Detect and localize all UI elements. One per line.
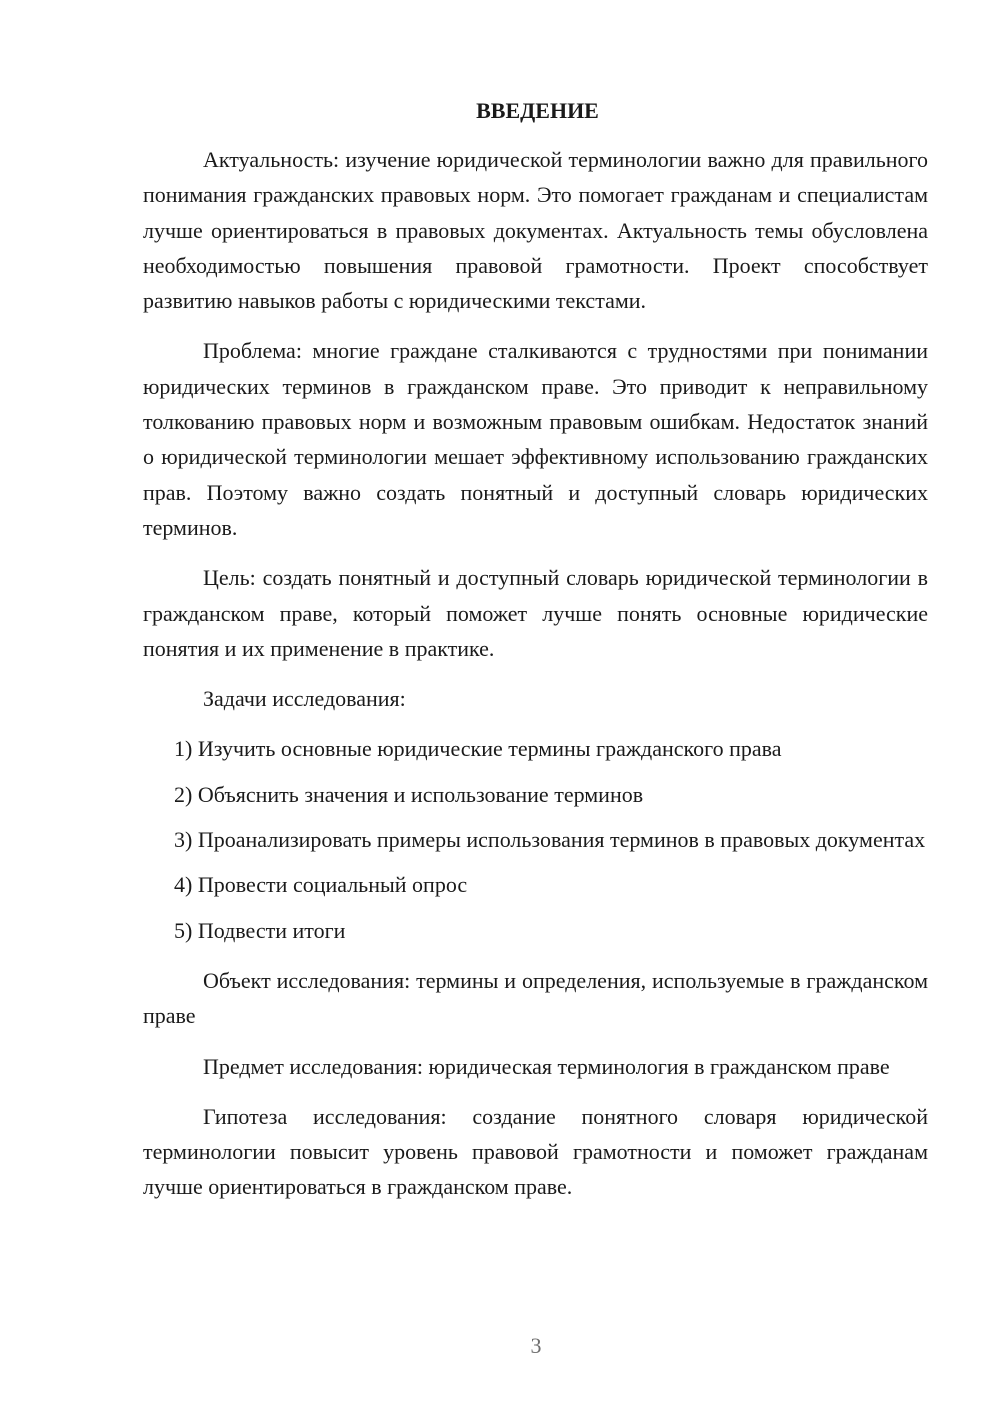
task-item: 3) Проанализировать примеры использования терминов в правовых документах <box>174 827 926 853</box>
task-item: 5) Подвести итоги <box>174 917 346 943</box>
task-item: 1) Изучить основные юридические термины гражданского права <box>174 736 782 762</box>
page-title: ВВЕДЕНИЕ <box>476 98 599 123</box>
document-page <box>143 94 928 1220</box>
task-item: 4) Провести социальный опрос <box>174 872 468 898</box>
object-paragraph: Объект исследования: термины и определения, используемые в гражданском праве <box>143 967 928 1029</box>
page-number: 3 <box>530 1333 542 1358</box>
relevance-paragraph: Актуальность: изучение юридической терминологии важно для правильного понимания гражданских правовых норм. Это помогает гражданам и специалистам лучше ориентироваться в правовых документах. Актуальность темы обусловлена необходимостью повышения правовой грамотности. Проект способствует развитию навыков работы с юридическими текстами. <box>143 147 928 314</box>
problem-paragraph: Проблема: многие граждане сталкиваются с трудностями при понимании юридических терминов в гражданском праве. Это приводит к неправильному толкованию правовых норм и возможным правовым ошибкам. Недостаток знаний о юридической терминологии мешает эффективному использованию гражданских прав. Поэтому важно создать понятный и доступный словарь юридических терминов. <box>143 338 928 540</box>
subject-paragraph: Предмет исследования: юридическая терминология в гражданском праве <box>203 1053 890 1079</box>
hypothesis-paragraph: Гипотеза исследования: создание понятного словаря юридической терминологии повысит уровень правовой грамотности и поможет гражданам лучше ориентироваться в гражданском праве. <box>143 1103 928 1200</box>
task-item: 2) Объяснить значения и использование терминов <box>174 781 644 807</box>
tasks-heading: Задачи исследования: <box>203 686 406 712</box>
goal-paragraph: Цель: создать понятный и доступный словарь юридической терминологии в гражданском праве, который поможет лучше понять основные юридические понятия и их применение в практике. <box>143 565 928 661</box>
